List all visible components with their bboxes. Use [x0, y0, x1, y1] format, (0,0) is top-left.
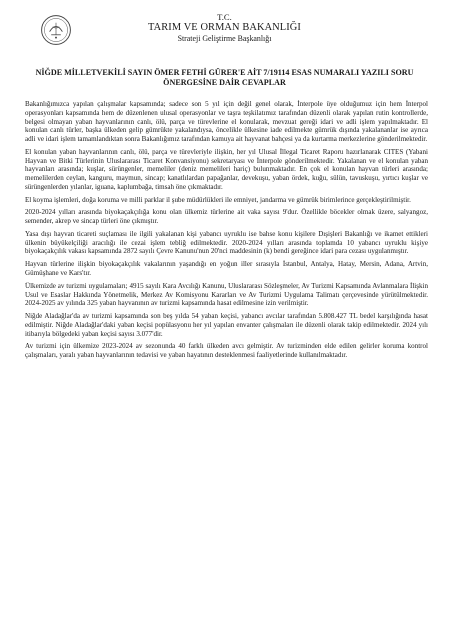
paragraph-3: El koyma işlemleri, doğa koruma ve milli parklar il şube müdürlükleri ile emniyet, jandarma ve gümrük birimlerince gerçekleştirilmiştir. — [25, 195, 411, 204]
header-department: Strateji Geliştirme Başkanlığı — [177, 34, 272, 44]
document-body — [25, 100, 428, 364]
header-tc: T.C. — [217, 12, 232, 22]
paragraph-5: Yasa dışı hayvan ticareti suçlaması ile ilgili yakalanan kişi yabancı uyruklu ise bahse konu kişilere Dışişleri Bakanlığı ve ikamet ettikleri ülkenin büyükelçiliği aracılığı ile cezai işlem tebliğ edilmektedir. 2020-2024 yılları arasında toplamda 10 yabancı uyruklu kişiye biyokaçakçılık vakası kapsamında 2872 sayılı Çevre Kanunu'nun 20'nci maddesinin (k) bendi gereğince idari para cezası uygulanmıştır. — [25, 229, 428, 256]
paragraph-6: Hayvan türlerine ilişkin biyokaçakçılık vakalarının yaşandığı en yoğun iller sırasıyla İstanbul, Antalya, Hatay, Mersin, Adana, Artvin, Gümüşhane ve Kars'tır. — [25, 260, 428, 278]
paragraph-7: Ülkemizde av turizmi uygulamaları; 4915 sayılı Kara Avcılığı Kanunu, Uluslararası Sözleşmeler, Av Turizmi Kapsamında Avlanmalara İlişkin Usul ve Esaslar Hakkında Yönetmelik, Merkez Av Komisyonu Kararları ve Av Turizmi Uygulama Talimatı çerçevesinde yürütülmektedir. 2024-2025 av yılında 325 yaban hayvanının av turizmi kapsamında hasat edilmesine izin verilmiştir. — [25, 281, 428, 308]
paragraph-4: 2020-2024 yılları arasında biyokaçakçılığa konu olan ülkemiz türlerine ait vaka sayısı 9'dur. Özellikle böcekler olmak üzere, salyangoz, semender, akrep ve sincap türleri öne çıkmıştır. — [25, 208, 428, 226]
document-title: NİĞDE MİLLETVEKİLİ SAYIN ÖMER FETHİ GÜRER'E AİT 7/19114 ESAS NUMARALI YAZILI SORU ÖNERGESİNE DAİR CEVAPLAR — [35, 68, 414, 87]
header-ministry: TARIM VE ORMAN BAKANLIĞI — [148, 22, 301, 34]
document-header — [0, 12, 449, 44]
paragraph-1: Bakanlığımızca yapılan çalışmalar kapsamında; sadece son 5 yıl için değil genel olarak, İnterpole üye olduğumuz için hem İnterpol operasyonları kapsamında hem de düzenlenen ulusal operasyonlar ve taşra teşkilatımız tarafından düzenli olarak yapılan rutin kontrollerde, belgesi olmayan yaban hayvanlarının canlı, ölü, parça ve türevlerine el konularak, mevzuat gereği idari ve adli işlem yapılmaktadır. El konulan canlı türler, başka ülkeden gelip gümrükte yakalandıysa, öncelikle ülkesine iade edilmekte gümrük dışında yakalananlar ise ayrıca adli ve idari işlem tamamlandıktan sonra Bakanlığımız tarafından kamuya ait hayvanat bahçesi ya da kurtarma merkezlerine gönderilmektedir. — [25, 100, 428, 144]
paragraph-8: Niğde Aladağlar'da av turizmi kapsamında son beş yılda 54 yaban keçisi, yabancı avcılar tarafından 5.808.427 TL bedel karşılığında hasat edilmiştir. Niğde Aladağlar'daki yaban keçisi popülasyonu her yıl yapılan envanter çalışmaları ile düzenli olarak takip edilmektedir. 2024 yılı itibarıyla bölgedeki yaban keçisi sayısı 3.077'dir. — [25, 312, 428, 338]
paragraph-9: Av turizmi için ülkemize 2023-2024 av sezonunda 40 farklı ülkeden avcı gelmiştir. Av turizminden elde edilen gelirler koruma kontrol çalışmaları, yaralı yaban hayvanlarının tedavisi ve yaban hayatının desteklenmesi faaliyetlerinde kullanılmaktadır. — [25, 342, 428, 360]
paragraph-2: El konulan yaban hayvanlarının canlı, ölü, parça ve türevleriyle ilişkin, her yıl Ulusal İllegal Ticaret Raporu hazırlanarak CITES (Yabani Hayvan ve Bitki Türlerinin Uluslararası Ticaret Konvansiyonu) sekretaryası ve İnterpole gönderilmektedir. Yakalanan ve el konulan yaban hayvanları arasında; kuşlar, sürüngenler, memeliler (deniz memelileri hariç) bulunmaktadır. En çok el konulan hayvan türleri arasında; memelilerden ceylan, kanguru, maymun, sincap; kanatlılardan papağanlar, devekuşu, yaban ördek, kuğu, sülün, tavuskuşu, yırtıcı kuşlar ve sürüngenlerden yılanlar, iguana, kaplumbağa, timsah öne çıkmaktadır. — [25, 147, 428, 191]
